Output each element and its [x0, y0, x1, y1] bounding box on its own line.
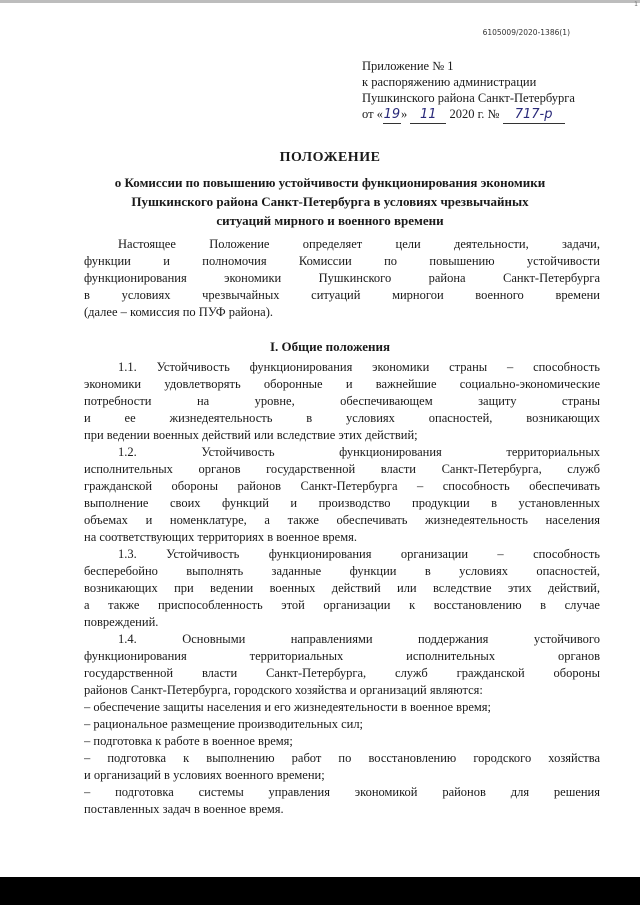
paragraph-line: повреждений.: [84, 615, 159, 629]
appendix-line-1: Приложение № 1: [362, 59, 454, 73]
paragraph-line: 1.3. Устойчивость функционирования организации – способность: [118, 547, 600, 561]
list-item: поставленных задач в военное время.: [84, 802, 284, 816]
intro-line: функции и полномочия Комиссии по повышению устойчивости: [84, 254, 600, 268]
date-prefix: от «: [362, 107, 383, 121]
paragraph-1-2: [84, 444, 600, 546]
paragraph-line: 1.1. Устойчивость функционирования экономики страны – способность: [118, 360, 600, 374]
paragraph-line: экономики удовлетворять оборонные и важнейшие социально-экономические: [84, 377, 600, 391]
intro-paragraph: [84, 236, 600, 321]
directions-list: [84, 699, 600, 818]
corner-mark: 1: [634, 1, 638, 8]
paragraph-line: бесперебойно выполнять заданные функции в условиях опасностей,: [84, 564, 600, 578]
appendix-block: [362, 58, 622, 124]
paragraph-line: гражданской обороны районов Санкт-Петербурга – способность обеспечивать: [84, 479, 600, 493]
list-item: – подготовка системы управления экономикой районов для решения: [84, 785, 600, 799]
intro-line: в условиях чрезвычайных ситуаций мирногои военного времени: [84, 288, 600, 302]
paragraph-line: районов Санкт-Петербурга, городского хозяйства и организаций являются:: [84, 683, 483, 697]
paragraph-line: потребности на уровне, обеспечивающем защиту страны: [84, 394, 600, 408]
paragraph-line: 1.4. Основными направлениями поддержания устойчивого: [118, 632, 600, 646]
paragraph-line: возникающих при ведении военных действий или вследствие этих действий,: [84, 581, 600, 595]
scan-edge-bottom: [0, 877, 640, 905]
section-heading: I. Общие положения: [270, 339, 390, 354]
handwritten-month: 11: [410, 107, 446, 124]
paragraph-1-3: [84, 546, 600, 631]
intro-line: функционирования экономики Пушкинского района Санкт-Петербурга: [84, 271, 600, 285]
paragraph-line: а также приспособленность этой организации к восстановлению в случае: [84, 598, 600, 612]
paragraph-line: исполнительных органов государственной власти Санкт-Петербурга, служб: [84, 462, 600, 476]
paragraph-line: выполнение своих функций и производство продукции в установленных: [84, 496, 600, 510]
subtitle-line: ситуаций мирного и военного времени: [216, 213, 444, 228]
handwritten-day: 19: [383, 107, 401, 122]
document-code: 6105009/2020-1386(1): [482, 28, 570, 37]
appendix-line-2: к распоряжению администрации: [362, 75, 537, 89]
intro-line: (далее – комиссия по ПУФ района).: [84, 305, 274, 319]
paragraph-line: объемах и номенклатуре, а также обеспечивать жизнедеятельность населения: [84, 513, 600, 527]
date-year: 2020 г. №: [449, 107, 500, 121]
paragraph-line: государственной власти Санкт-Петербурга, служб гражданской обороны: [84, 666, 600, 680]
paragraph-line: функционирования территориальных исполнительных органов: [84, 649, 600, 663]
list-item: – подготовка к выполнению работ по восстановлению городского хозяйства: [84, 751, 600, 765]
paragraph-1-1: [84, 359, 600, 444]
paragraph-line: на соответствующих территориях в военное время.: [84, 530, 358, 544]
scan-edge-top: [0, 0, 640, 3]
list-item: и организаций в условиях военного времени;: [84, 768, 325, 782]
list-item: – рациональное размещение производительных сил;: [84, 717, 364, 731]
paragraph-line: 1.2. Устойчивость функционирования территориальных: [118, 445, 600, 459]
paragraph-line: и ее жизнедеятельность в условиях опасностей, возникающих: [84, 411, 600, 425]
document-subtitle: [60, 173, 600, 230]
paragraph-1-4: [84, 631, 600, 699]
handwritten-order-number: 717-р: [503, 107, 565, 124]
document-title: ПОЛОЖЕНИЕ: [279, 150, 381, 165]
list-item: – обеспечение защиты населения и его жизнедеятельности в военное время;: [84, 700, 492, 714]
subtitle-line: о Комиссии по повышению устойчивости функционирования экономики: [114, 175, 546, 190]
intro-line: Настоящее Положение определяет цели деятельности, задачи,: [118, 237, 600, 251]
paragraph-line: при ведении военных действий или вследствие этих действий;: [84, 428, 418, 442]
appendix-line-3: Пушкинского района Санкт-Петербурга: [362, 91, 575, 105]
subtitle-line: Пушкинского района Санкт-Петербурга в условиях чрезвычайных: [131, 194, 529, 209]
list-item: – подготовка к работе в военное время;: [84, 734, 293, 748]
appendix-date-line: [362, 106, 622, 124]
date-mid: »: [400, 107, 408, 121]
